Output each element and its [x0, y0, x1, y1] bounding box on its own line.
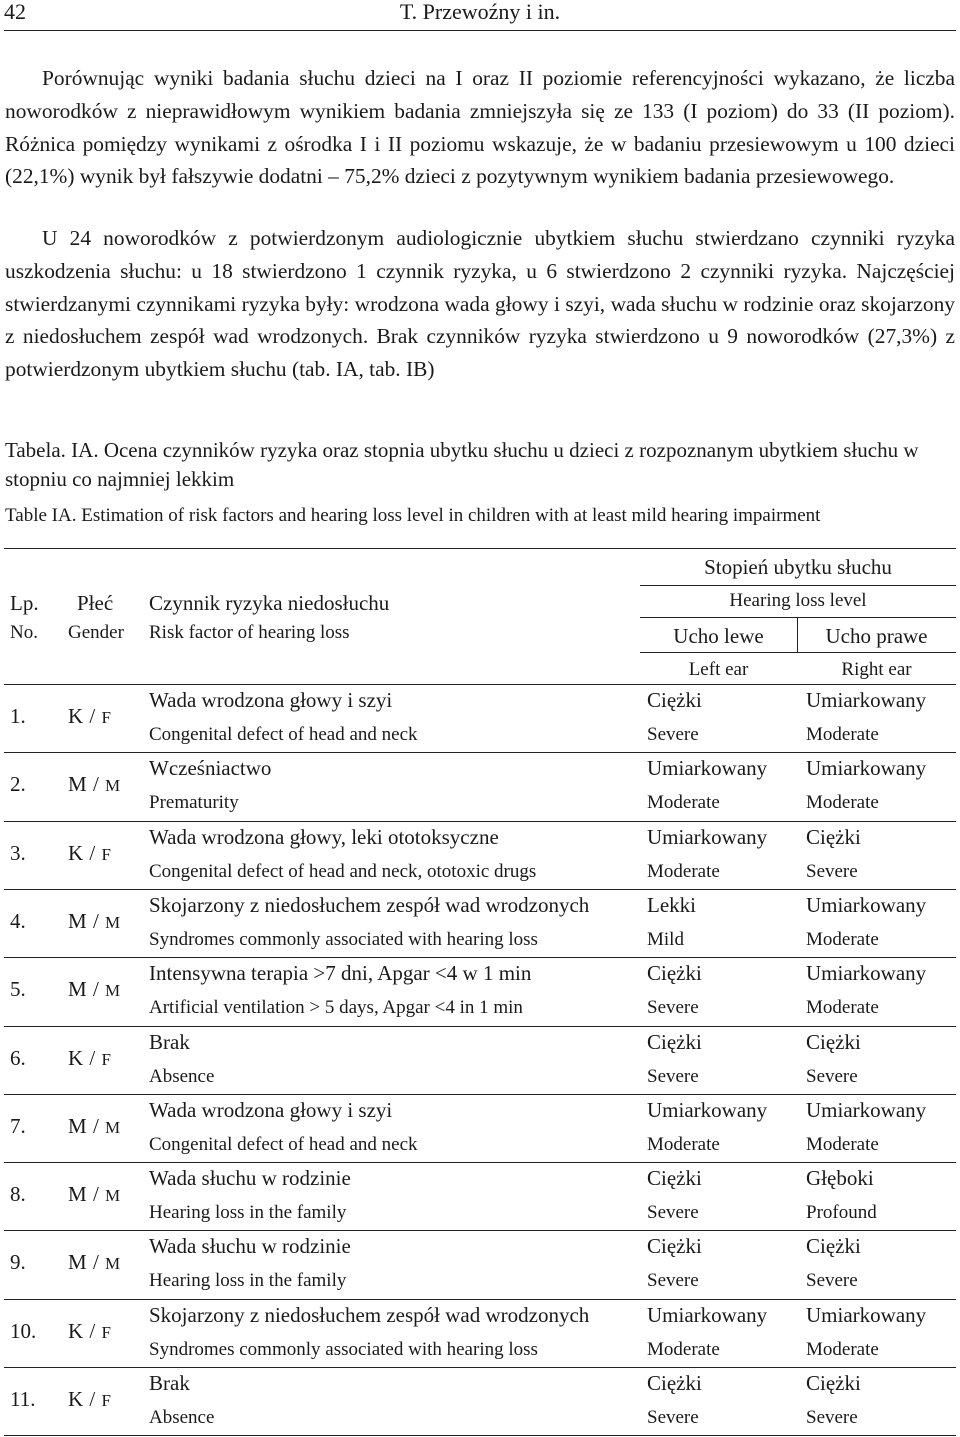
right-ear-level-en: Severe: [806, 1065, 858, 1087]
gender-pl: K: [68, 1318, 84, 1343]
row-number: 4.: [10, 908, 26, 933]
left-ear-level-pl: Ciężki: [647, 688, 702, 712]
left-ear-level-pl: Umiarkowany: [647, 824, 768, 849]
body-paragraph-2: U 24 noworodków z potwierdzonym audiologicznie ubytkiem słuchu stwierdzano czynniki ryzyka uszkodzenia słuchu: u 18 stwierdzono 1 czynnik ryzyka, u 6 stwierdzono 2 czynniki ryzyka. Najczęściej stwierdzanymi czynnikami ryzyka były: wrodzona wada głowy i szyi, wada słuchu w rodzinie oraz skojarzony z niedosłuchem zespół wad wrodzonych. Brak czynników ryzyka stwierdzono u 9 noworodków (27,3%) z potwierdzonym ubytkiem słuchu (tab. IA, tab. IB): [5, 226, 955, 382]
risk-factor-en: Prematurity: [149, 792, 239, 814]
row-rule: [4, 1435, 956, 1436]
row-gender: [68, 1182, 121, 1207]
gender-pl: M: [68, 908, 88, 933]
risk-factor-pl: Wada słuchu w rodzinie: [149, 1166, 351, 1191]
row-number: 11.: [10, 1387, 36, 1411]
risk-factor-pl: Brak: [149, 1029, 190, 1054]
right-ear-level-pl: Ciężki: [806, 824, 861, 849]
right-ear-level-en: Profound: [806, 1202, 877, 1224]
row-rule: [4, 1299, 956, 1300]
gender-en: M: [105, 1186, 121, 1206]
row-number: 1.: [10, 704, 26, 728]
header-left-ear-pl: Ucho lewe: [673, 624, 764, 648]
row-gender: [68, 977, 121, 1002]
right-ear-level-en: Severe: [806, 1270, 858, 1292]
right-ear-level-pl: Ciężki: [806, 1029, 861, 1054]
risk-factor-en: Hearing loss in the family: [149, 1202, 347, 1224]
row-rule: [4, 1230, 956, 1231]
header-no-pl: Lp.: [10, 591, 39, 615]
right-ear-level-pl: Umiarkowany: [806, 961, 927, 986]
risk-factor-en: Congenital defect of head and neck: [149, 1133, 418, 1155]
left-ear-level-pl: Lekki: [647, 892, 696, 917]
header-no-en: No.: [10, 622, 38, 643]
right-ear-level-en: Moderate: [806, 928, 879, 950]
gender-separator: /: [83, 840, 102, 865]
gender-pl: K: [68, 840, 84, 865]
ear-header-rule: [640, 617, 956, 618]
right-ear-level-en: Moderate: [806, 724, 879, 745]
gender-en: M: [105, 912, 121, 932]
gender-pl: K: [68, 1387, 84, 1411]
table-top-rule: [4, 548, 956, 549]
right-ear-level-en: Moderate: [806, 1338, 879, 1360]
left-ear-level-en: Moderate: [647, 792, 720, 814]
row-number: 8.: [10, 1182, 26, 1207]
header-sex-en: Gender: [68, 622, 124, 643]
row-gender: [68, 1114, 121, 1139]
row-rule: [4, 752, 956, 753]
row-gender: [68, 909, 121, 934]
left-ear-level-en: Severe: [647, 1270, 699, 1292]
table-caption-pl: Tabela. IA. Ocena czynników ryzyka oraz stopnia ubytku słuchu u dzieci z rozpoznanym ubytkiem słuchu w stopniu co najmniej lekkim: [5, 438, 919, 491]
risk-factor-en: Congenital defect of head and neck, ototoxic drugs: [149, 860, 537, 882]
left-ear-level-pl: Umiarkowany: [647, 756, 768, 781]
left-ear-level-pl: Ciężki: [647, 1234, 702, 1259]
ear-label-rule: [640, 652, 956, 653]
right-ear-level-en: Severe: [806, 1407, 858, 1428]
gender-separator: /: [83, 704, 102, 728]
risk-factor-pl: Wada wrodzona głowy, leki ototoksyczne: [149, 824, 499, 849]
left-ear-level-pl: Ciężki: [647, 961, 702, 986]
row-number: 7.: [10, 1113, 26, 1138]
risk-factor-en: Hearing loss in the family: [149, 1270, 347, 1292]
risk-factor-pl: Wada słuchu w rodzinie: [149, 1234, 351, 1259]
header-right-ear-pl: Ucho prawe: [825, 624, 928, 648]
left-ear-level-en: Severe: [647, 1202, 699, 1224]
row-rule: [4, 821, 956, 822]
row-rule: [4, 1162, 956, 1163]
running-head: T. Przewoźny i in.: [399, 0, 561, 24]
gender-separator: /: [87, 977, 106, 1002]
left-ear-level-pl: Ciężki: [647, 1166, 702, 1191]
gender-en: M: [105, 776, 121, 796]
body-paragraph-1: Porównując wyniki badania słuchu dzieci na I oraz II poziomie referencyjności wykazano, że liczba noworodków z nieprawidłowym wynikiem badania zmniejszyła się ze 133 (I poziom) do 33 (II poziom). Różnica pomiędzy wynikami z ośrodka I i II poziomu wskazuje, że w badaniu przesiewowym u 100 dzieci (22,1%) wynik był fałszywie dodatni – 75,2% dzieci z pozytywnym wynikiem badania przesiewowego.: [5, 66, 955, 189]
right-ear-level-pl: Umiarkowany: [806, 756, 927, 781]
left-ear-level-en: Moderate: [647, 1338, 720, 1360]
risk-factor-pl: Brak: [149, 1371, 190, 1395]
table-caption-en: Table IA. Estimation of risk factors and hearing loss level in children with at least mild hearing impairment: [5, 505, 821, 526]
gender-en: M: [105, 1117, 121, 1137]
gender-pl: K: [68, 704, 84, 728]
gender-separator: /: [87, 1182, 106, 1207]
left-ear-level-en: Mild: [647, 928, 684, 950]
left-ear-level-pl: Umiarkowany: [647, 1097, 768, 1122]
gender-separator: /: [83, 1318, 102, 1343]
gender-separator: /: [87, 772, 106, 797]
right-ear-level-en: Moderate: [806, 997, 879, 1019]
risk-factor-pl: Intensywna terapia >7 dni, Apgar <4 w 1 min: [149, 961, 532, 986]
page-number: 42: [4, 0, 26, 24]
row-rule: [4, 1367, 956, 1368]
risk-factor-en: Absence: [149, 1065, 215, 1087]
gender-pl: M: [68, 772, 88, 797]
left-ear-level-pl: Ciężki: [647, 1371, 702, 1395]
risk-factor-en: Syndromes commonly associated with hearing loss: [149, 1338, 538, 1360]
gender-pl: M: [68, 1113, 88, 1138]
gender-pl: K: [68, 1045, 84, 1070]
left-ear-level-en: Moderate: [647, 860, 720, 882]
gender-en: F: [101, 1049, 112, 1069]
right-ear-level-pl: Umiarkowany: [806, 892, 927, 917]
gender-pl: M: [68, 977, 88, 1002]
risk-factor-en: Congenital defect of head and neck: [149, 724, 418, 745]
left-ear-level-en: Severe: [647, 1407, 699, 1428]
header-risk-pl: Czynnik ryzyka niedosłuchu: [149, 591, 390, 615]
row-rule: [4, 1026, 956, 1027]
row-number: 5.: [10, 977, 26, 1002]
header-risk-en: Risk factor of hearing loss: [149, 622, 350, 643]
row-gender: [68, 1319, 111, 1344]
left-ear-level-en: Severe: [647, 724, 699, 745]
header-level-en: Hearing loss level: [729, 590, 867, 611]
risk-factor-en: Artificial ventilation > 5 days, Apgar <4 in 1 min: [149, 997, 523, 1019]
risk-factor-pl: Skojarzony z niedosłuchem zespół wad wrodzonych: [149, 892, 590, 917]
gender-separator: /: [87, 908, 106, 933]
row-gender: [68, 1387, 111, 1412]
right-ear-level-pl: Umiarkowany: [806, 688, 927, 712]
gender-separator: /: [83, 1387, 102, 1411]
gender-separator: /: [87, 1250, 106, 1275]
row-rule: [4, 889, 956, 890]
right-ear-level-pl: Głęboki: [806, 1166, 874, 1191]
row-number: 3.: [10, 840, 26, 865]
header-sex-pl: Płeć: [77, 591, 114, 615]
gender-en: M: [105, 1254, 121, 1274]
gender-en: F: [101, 844, 112, 864]
gender-en: F: [101, 1322, 112, 1342]
header-bottom-rule: [4, 684, 956, 685]
right-ear-level-en: Moderate: [806, 1133, 879, 1155]
gender-separator: /: [87, 1113, 106, 1138]
right-ear-level-en: Moderate: [806, 792, 879, 814]
header-right-ear-en: Right ear: [841, 659, 912, 680]
row-number: 10.: [10, 1318, 37, 1343]
header-rule: [4, 30, 956, 31]
risk-factor-pl: Wada wrodzona głowy i szyi: [149, 688, 393, 712]
row-number: 2.: [10, 772, 26, 797]
right-ear-level-en: Severe: [806, 860, 858, 882]
left-ear-level-en: Moderate: [647, 1133, 720, 1155]
gender-pl: M: [68, 1182, 88, 1207]
level-header-rule: [640, 585, 956, 586]
risk-factor-pl: Wada wrodzona głowy i szyi: [149, 1097, 393, 1122]
left-ear-level-pl: Ciężki: [647, 1029, 702, 1054]
header-level-pl: Stopień ubytku słuchu: [704, 555, 892, 579]
left-ear-level-en: Severe: [647, 1065, 699, 1087]
row-gender: [68, 1046, 111, 1071]
gender-en: F: [101, 1391, 112, 1410]
row-gender: [68, 841, 111, 866]
risk-factor-en: Syndromes commonly associated with hearing loss: [149, 928, 538, 950]
gender-en: F: [101, 708, 112, 727]
row-number: 9.: [10, 1250, 26, 1275]
gender-pl: M: [68, 1250, 88, 1275]
row-gender: [68, 704, 111, 729]
risk-factor-pl: Wcześniactwo: [149, 756, 272, 781]
row-rule: [4, 1094, 956, 1095]
gender-en: M: [105, 981, 121, 1001]
row-rule: [4, 957, 956, 958]
row-gender: [68, 1250, 121, 1275]
left-ear-level-en: Severe: [647, 997, 699, 1019]
gender-separator: /: [83, 1045, 102, 1070]
risk-factor-pl: Skojarzony z niedosłuchem zespół wad wrodzonych: [149, 1302, 590, 1327]
header-left-ear-en: Left ear: [688, 659, 749, 680]
left-ear-level-pl: Umiarkowany: [647, 1302, 768, 1327]
right-ear-level-pl: Ciężki: [806, 1371, 861, 1395]
right-ear-level-pl: Umiarkowany: [806, 1097, 927, 1122]
row-gender: [68, 772, 121, 797]
row-number: 6.: [10, 1045, 26, 1070]
risk-factor-en: Absence: [149, 1407, 215, 1428]
right-ear-level-pl: Ciężki: [806, 1234, 861, 1259]
right-ear-level-pl: Umiarkowany: [806, 1302, 927, 1327]
